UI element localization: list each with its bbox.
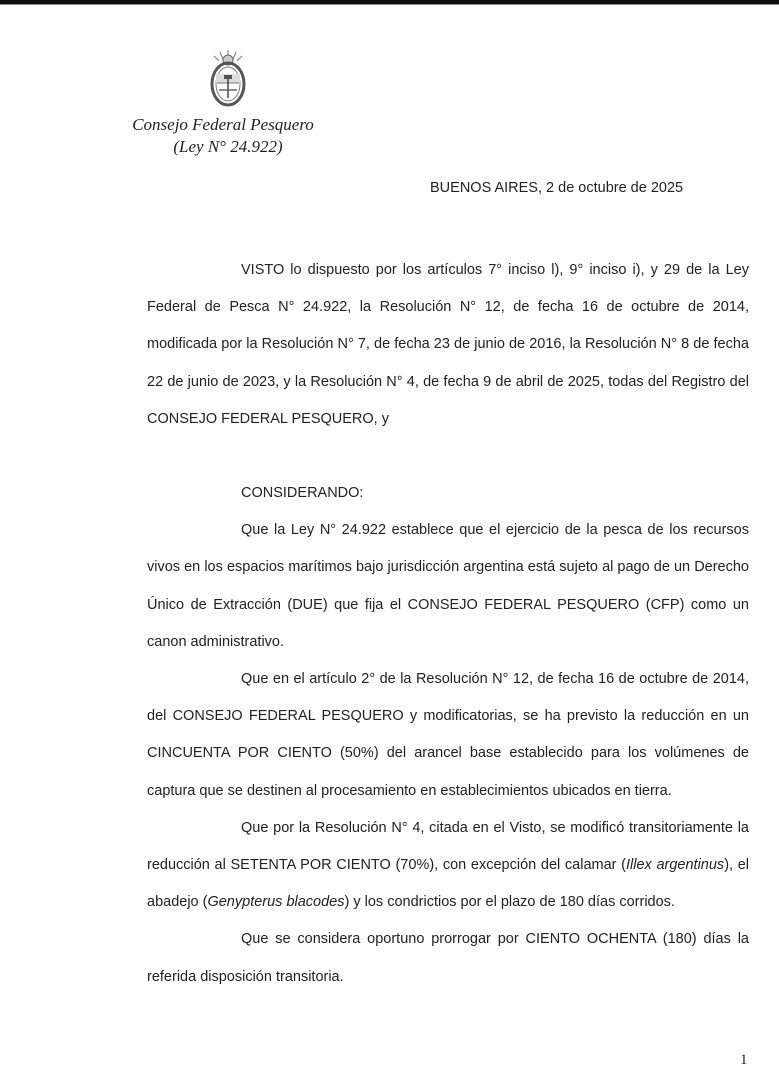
window-top-border	[0, 0, 779, 5]
argentina-coat-of-arms-icon	[205, 48, 251, 110]
visto-paragraph: VISTO lo dispuesto por los artículos 7° inciso l), 9° inciso i), y 29 de la Ley Federal de Pesca N° 24.922, la Resolución N° 12, de fecha 16 de octubre de 2014, modificada por la Resolución N° 7, de fecha 23 de junio de 2016, la Resolución N° 8 de fecha 22 de junio de 2023, y la Resolución N° 4, de fecha 9 de abril de 2025, todas del Registro del CONSEJO FEDERAL PESQUERO, y	[147, 262, 749, 427]
species-name-illex: Illex argentinus	[626, 857, 725, 874]
considerando-paragraph-1: Que la Ley N° 24.922 establece que el ejercicio de la pesca de los recursos vivos en los espacios marítimos bajo jurisdicción argentina está sujeto al pago de un Derecho Único de Extracción (DUE) que fija el CONSEJO FEDERAL PESQUERO (CFP) como un canon administrativo.	[147, 522, 749, 650]
date-line: BUENOS AIRES, 2 de octubre de 2025	[430, 180, 684, 196]
spacer	[147, 438, 749, 475]
considerando-paragraph-3	[147, 810, 749, 922]
organization-name: Consejo Federal Pesquero	[132, 115, 314, 134]
text-segment: Que por la Resolución N° 4, citada en el Visto, se modificó transitoriamente la reducción al SETENTA POR CIENTO (70%), con excepción del calamar (	[147, 819, 749, 874]
page-number: 1	[740, 1052, 748, 1068]
text-segment: ), el abadejo (	[147, 857, 750, 911]
text-segment: ) y los condrictios por el plazo de 180 días corridos.	[344, 894, 675, 911]
considerando-paragraph-2: Que en el artículo 2° de la Resolución N° 12, de fecha 16 de octubre de 2014, del CONSEJO FEDERAL PESQUERO y modificatorias, se ha previsto la reducción en un CINCUENTA POR CIENTO (50%) del arancel base establecido para los volúmenes de captura que se destinen al procesamiento en establecimientos ubicados en tierra.	[147, 671, 749, 799]
organization-law: (Ley N° 24.922)	[173, 137, 283, 156]
considerando-heading: CONSIDERANDO:	[241, 485, 364, 502]
species-name-genypterus: Genypterus blacodes	[207, 894, 345, 911]
considerando-paragraph-4: Que se considera oportuno prorrogar por CIENTO OCHENTA (180) días la referida disposición transitoria.	[147, 931, 749, 985]
document-body	[147, 252, 749, 996]
organization-header	[110, 114, 336, 158]
